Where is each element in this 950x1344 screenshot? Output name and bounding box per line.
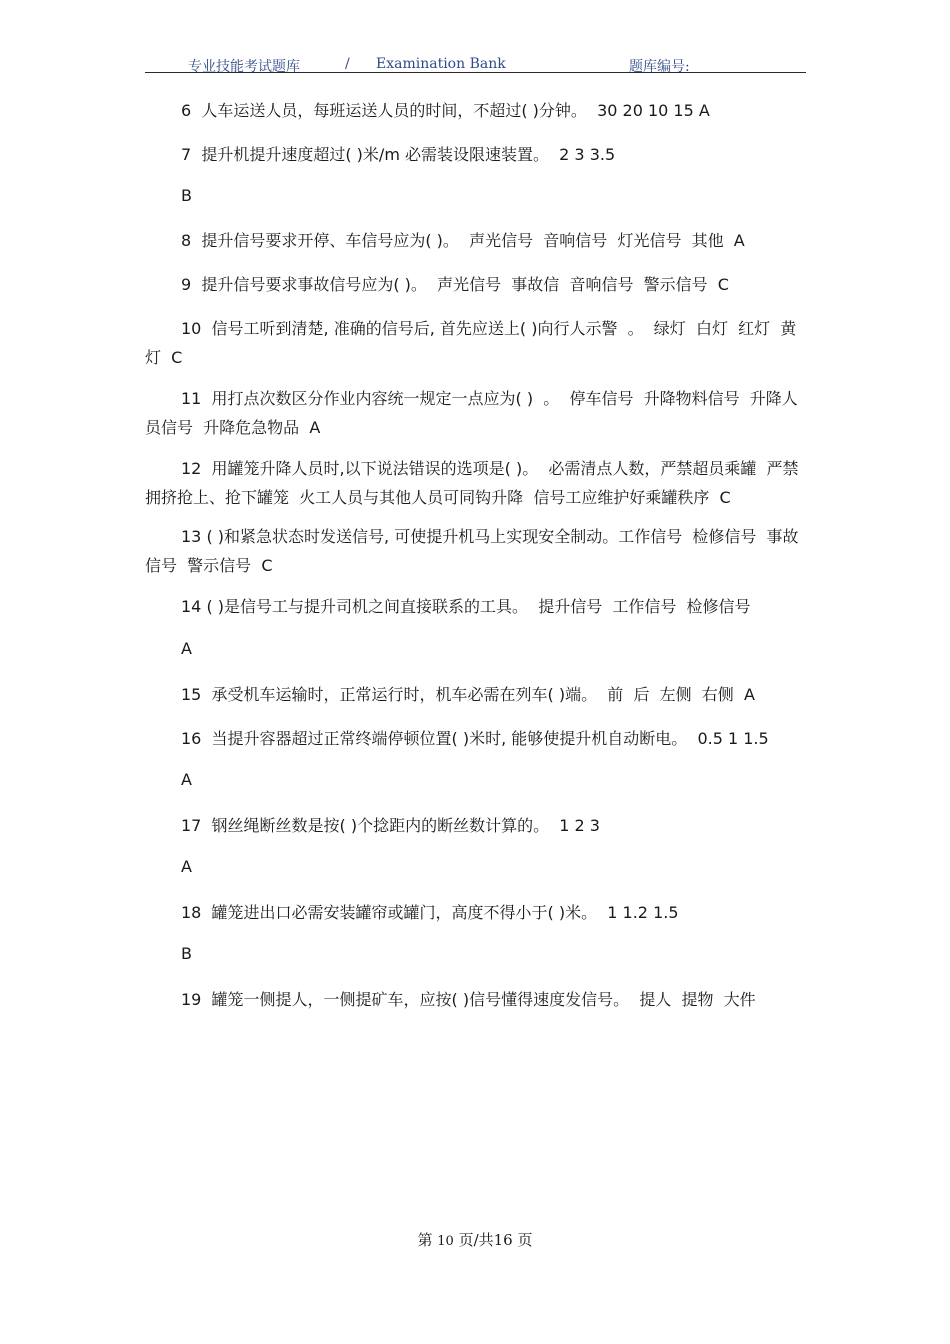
question-list: [145, 96, 805, 1014]
question-6: 6 人车运送人员，每班运送人员的时间，不超过( )分钟。 30 20 10 15 A: [181, 101, 710, 120]
page-footer: [0, 1229, 950, 1250]
question-14-answer: A: [181, 639, 192, 658]
page-header: [145, 50, 806, 73]
header-title: 专业技能考试题库: [188, 59, 300, 75]
question-18-answer: B: [181, 944, 192, 963]
question-12: 12 用罐笼升降人员时,以下说法错误的选项是( )。 必需清点人数，严禁超员乘罐 严禁拥挤抢上、抢下罐笼 火工人员与其他人员可同钩升降 信号工应维护好乘罐秩序 C: [145, 459, 799, 507]
question-7: 7 提升机提升速度超过( )米/m 必需装设限速装置。 2 3 3.5: [181, 145, 616, 164]
question-9: 9 提升信号要求事故信号应为( )。 声光信号 事故信 音响信号 警示信号 C: [181, 275, 729, 294]
question-7-answer: B: [181, 186, 192, 205]
question-15: 15 承受机车运输时，正常运行时，机车必需在列车( )端。 前 后 左侧 右侧 A: [181, 685, 755, 704]
footer-mid: 页/共: [458, 1231, 494, 1249]
footer-prefix: 第: [417, 1231, 433, 1249]
question-18: 18 罐笼进出口必需安装罐帘或罐门，高度不得小于( )米。 1 1.2 1.5: [181, 903, 679, 922]
footer-total-pages: 16: [493, 1231, 513, 1249]
header-separator: /: [345, 56, 350, 72]
question-17: 17 钢丝绳断丝数是按( )个捻距内的断丝数计算的。 1 2 3: [181, 816, 600, 835]
question-10: 10 信号工听到清楚, 准确的信号后, 首先应送上( )向行人示警 。 绿灯 白灯 红灯 黄灯 C: [145, 319, 797, 367]
header-subtitle: Examination Bank: [376, 56, 506, 72]
question-19: 19 罐笼一侧提人，一侧提矿车，应按( )信号懂得速度发信号。 提人 提物 大件: [181, 990, 756, 1009]
footer-page-number: 10: [437, 1234, 454, 1249]
question-13: 13 ( )和紧急状态时发送信号, 可使提升机马上实现安全制动。工作信号 检修信号 事故信号 警示信号 C: [145, 527, 799, 575]
question-16-answer: A: [181, 770, 192, 789]
header-bank-number: 题库编号:: [629, 59, 690, 75]
question-16: 16 当提升容器超过正常终端停顿位置( )米时, 能够使提升机自动断电。 0.5 1 1.5: [181, 729, 769, 748]
question-11: 11 用打点次数区分作业内容统一规定一点应为( ) 。 停车信号 升降物料信号 升降人员信号 升降危急物品 A: [145, 389, 798, 437]
question-17-answer: A: [181, 857, 192, 876]
question-8: 8 提升信号要求开停、车信号应为( )。 声光信号 音响信号 灯光信号 其他 A: [181, 231, 745, 250]
footer-suffix: 页: [517, 1231, 533, 1249]
question-14: 14 ( )是信号工与提升司机之间直接联系的工具。 提升信号 工作信号 检修信号: [181, 597, 751, 616]
